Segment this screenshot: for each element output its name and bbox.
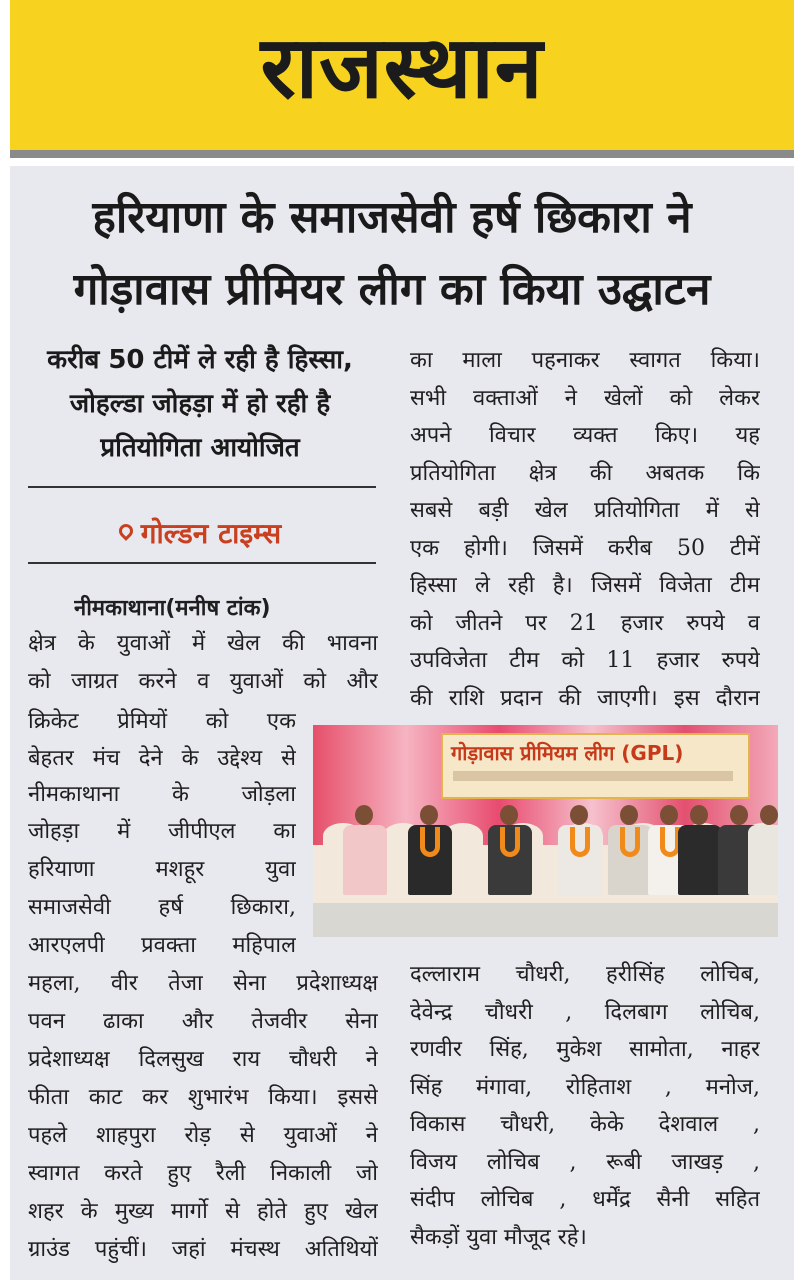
marigold-garland [620, 827, 640, 857]
ground-mat [313, 903, 778, 937]
right-column-bottom-line: रणवीर सिंह, मुकेश सामोता, नाहर [410, 1037, 760, 1062]
left-column-line: नीमकाथाना के जोड़ला [28, 782, 296, 807]
left-column-line: क्षेत्र के युवाओं में खेल की भावना [28, 631, 378, 656]
person-head [570, 805, 588, 825]
marigold-garland [660, 827, 680, 857]
left-column-line: शहर के मुख्य मार्गो से होते हुए खेल [28, 1199, 378, 1224]
section-title: राजस्थान [260, 18, 544, 118]
person-head [355, 805, 373, 825]
right-column-top-line: हिस्सा ले रही है। जिसमें विजेता टीम [410, 573, 760, 598]
left-column-line: पवन ढाका और तेजवीर सेना [28, 1009, 378, 1034]
right-column-bottom-line: दल्लाराम चौधरी, हरीसिंह लोचिब, [410, 962, 760, 987]
person-head [420, 805, 438, 825]
divider-bottom [28, 562, 376, 564]
event-banner-subtext [453, 771, 733, 781]
event-banner [441, 733, 750, 799]
person-head [730, 805, 748, 825]
divider-top [28, 486, 376, 488]
person-body [748, 825, 778, 895]
left-column-line: ग्राउंड पहुंचीं। जहां मंचस्थ अतिथियों [28, 1237, 378, 1262]
right-column-top-line: अपने विचार व्यक्त किए। यह [410, 423, 760, 448]
left-column-line: फीता काट कर शुभारंभ किया। इससे [28, 1085, 378, 1110]
left-column-line: बेहतर मंच देने के उद्देश्य से [28, 746, 296, 771]
left-column-line: पहले शाहपुरा रोड़ से युवाओं ने [28, 1123, 378, 1148]
left-column-line: स्वागत करते हुए रैली निकाली जो [28, 1161, 378, 1186]
right-column-bottom-line: विकास चौधरी, केके देशवाल , [410, 1112, 760, 1137]
left-column-line: को जाग्रत करने व युवाओं को और [28, 669, 378, 694]
right-column-top-line: उपविजेता टीम को 11 हजार रुपये [410, 648, 760, 673]
headline-line-2: गोड़ावास प्रीमियर लीग का किया उद्घाटन [73, 264, 711, 315]
right-column-top-line: को जीतने पर 21 हजार रुपये व [410, 610, 760, 636]
byline: नीमकाथाना(मनीष टांक) [74, 596, 271, 621]
left-column-line: हरियाणा मशहूर युवा [28, 857, 296, 882]
person-head [690, 805, 708, 825]
person-head [760, 805, 778, 825]
left-column-line: आरएलपी प्रवक्ता महिपाल [28, 933, 296, 958]
section-banner [10, 0, 794, 150]
marigold-garland [420, 827, 440, 857]
left-column-line: प्रदेशाध्यक्ष दिलसुख राय चौधरी ने [28, 1047, 378, 1072]
right-column-bottom-line: सिंह मंगावा, रोहिताश , मनोज, [410, 1074, 760, 1100]
event-banner-text: गोड़ावास प्रीमियम लीग (GPL) [451, 741, 684, 765]
person-head [620, 805, 638, 825]
subheadline-line-2: जोहल्डा जोहड़ा में हो रही है [69, 389, 331, 419]
headline-line-1: हरियाणा के समाजसेवी हर्ष छिकारा ने [92, 192, 692, 243]
event-photo [313, 725, 778, 937]
person-body [678, 825, 722, 895]
marigold-garland [570, 827, 590, 857]
source-name: गोल्डन टाइम्स [140, 517, 282, 550]
person-head [500, 805, 518, 825]
location-pin-icon [116, 521, 136, 541]
left-column-line: क्रिकेट प्रेमियों को एक [28, 709, 296, 734]
left-column-line: जोहड़ा में जीपीएल का [28, 819, 296, 844]
left-column-line: समाजसेवी हर्ष छिकारा, [28, 895, 296, 920]
person-body [343, 825, 387, 895]
banner-divider [10, 150, 794, 158]
right-column-top-line: एक होगी। जिसमें करीब 50 टीमें [410, 535, 760, 561]
right-column-top-line: सबसे बड़ी खेल प्रतियोगिता में से [410, 498, 760, 523]
marigold-garland [500, 827, 520, 857]
subheadline-line-3: प्रतियोगिता आयोजित [100, 433, 300, 463]
subheadline-line-1: करीब 50 टीमें ले रही है हिस्सा, [47, 345, 353, 375]
right-column-top-line: की राशि प्रदान की जाएगी। इस दौरान [410, 685, 760, 711]
right-column-top-line: प्रतियोगिता क्षेत्र की अबतक कि [410, 460, 760, 486]
right-column-bottom-line: देवेन्द्र चौधरी , दिलबाग लोचिब, [410, 999, 760, 1025]
left-column-line: महला, वीर तेजा सेना प्रदेशाध्यक्ष [28, 971, 378, 996]
right-column-bottom-line: विजय लोचिब , रूबी जाखड़ , [410, 1149, 760, 1175]
right-column-top-line: सभी वक्ताओं ने खेलों को लेकर [410, 385, 760, 411]
source-credit [20, 510, 380, 556]
right-column-bottom-line: संदीप लोचिब , धर्मेंद्र सैनी सहित [410, 1187, 760, 1212]
right-column-top-line: का माला पहनाकर स्वागत किया। [410, 348, 760, 373]
right-column-bottom-line: सैकड़ों युवा मौजूद रहे। [410, 1224, 587, 1250]
person-head [660, 805, 678, 825]
